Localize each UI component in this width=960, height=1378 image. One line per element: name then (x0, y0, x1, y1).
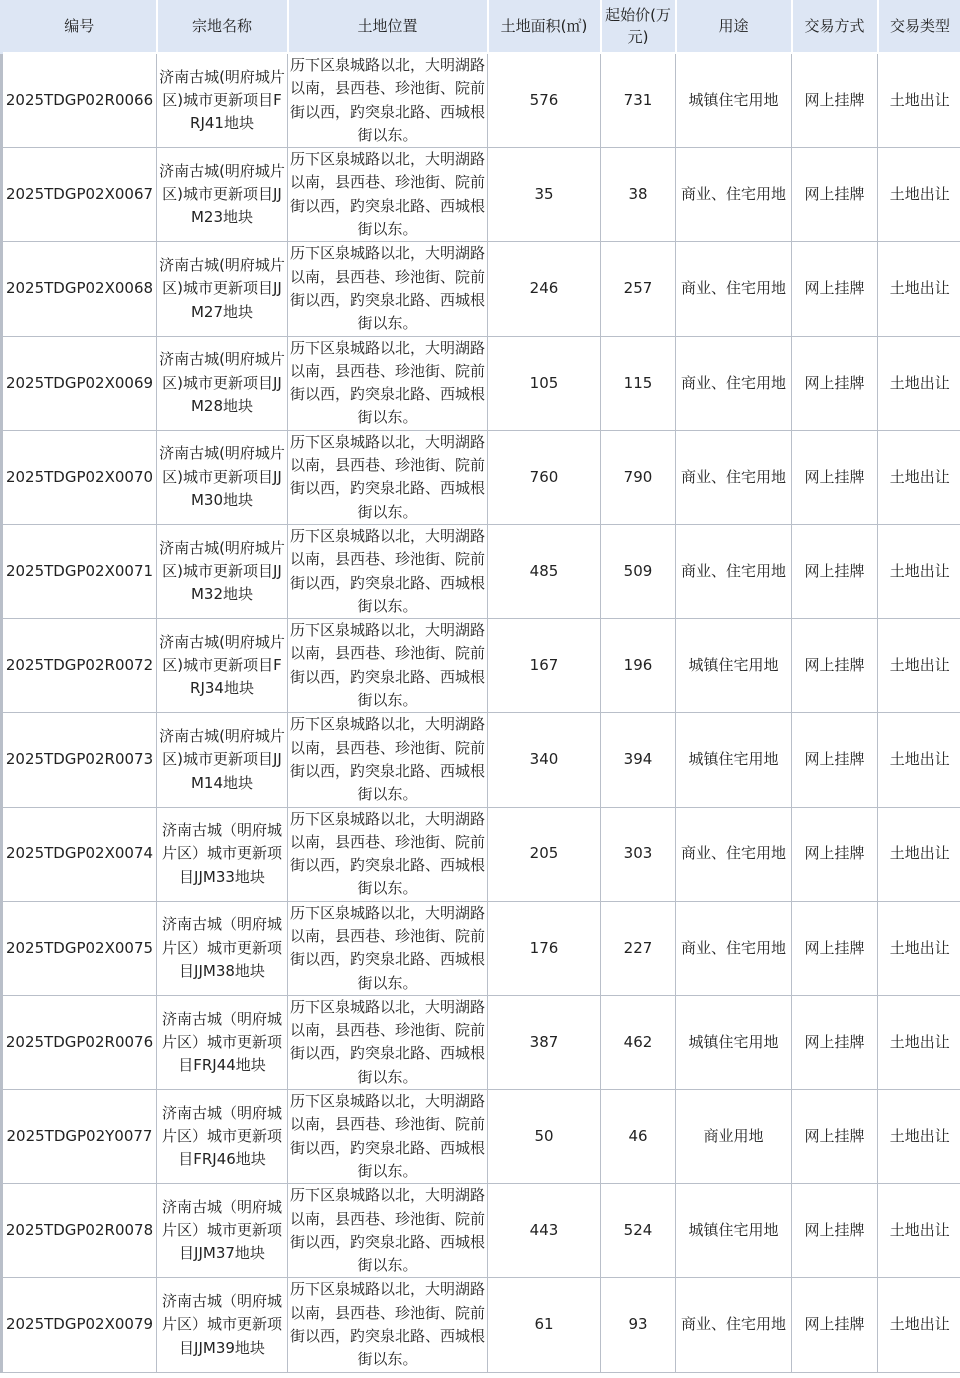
cell-use: 商业用地 (676, 1090, 792, 1184)
cell-area: 760 (488, 430, 601, 524)
cell-id: 2025TDGP02R0072 (2, 619, 157, 713)
table-row (2, 53, 960, 148)
header-location: 土地位置 (288, 0, 488, 53)
cell-trade-type: 土地出让 (878, 53, 960, 148)
header-start-price: 起始价(万元) (601, 0, 676, 53)
cell-trade-type: 土地出让 (878, 713, 960, 807)
cell-parcel-name: 济南古城（明府城片区）城市更新项目JJM37地块 (157, 1184, 288, 1278)
cell-use: 商业、住宅用地 (676, 336, 792, 430)
cell-parcel-name: 济南古城（明府城片区）城市更新项目FRJ46地块 (157, 1090, 288, 1184)
cell-use: 城镇住宅用地 (676, 713, 792, 807)
cell-area: 50 (488, 1090, 601, 1184)
cell-use: 城镇住宅用地 (676, 53, 792, 148)
cell-start-price: 731 (601, 53, 676, 148)
cell-start-price: 115 (601, 336, 676, 430)
cell-trade-type: 土地出让 (878, 524, 960, 618)
table-header (2, 0, 960, 53)
table-row (2, 242, 960, 336)
cell-id: 2025TDGP02X0068 (2, 242, 157, 336)
table-row (2, 430, 960, 524)
header-area: 土地面积(㎡) (488, 0, 601, 53)
table-row (2, 1184, 960, 1278)
cell-id: 2025TDGP02X0067 (2, 148, 157, 242)
cell-parcel-name: 济南古城(明府城片区)城市更新项目JJM27地块 (157, 242, 288, 336)
cell-id: 2025TDGP02X0070 (2, 430, 157, 524)
cell-trade-type: 土地出让 (878, 148, 960, 242)
header-id: 编号 (2, 0, 157, 53)
table-row (2, 995, 960, 1089)
cell-trade-method: 网上挂牌 (792, 807, 878, 901)
cell-id: 2025TDGP02X0069 (2, 336, 157, 430)
cell-start-price: 257 (601, 242, 676, 336)
cell-area: 443 (488, 1184, 601, 1278)
cell-trade-method: 网上挂牌 (792, 242, 878, 336)
cell-start-price: 462 (601, 995, 676, 1089)
cell-trade-type: 土地出让 (878, 807, 960, 901)
cell-use: 商业、住宅用地 (676, 148, 792, 242)
cell-trade-type: 土地出让 (878, 1278, 960, 1372)
cell-use: 城镇住宅用地 (676, 619, 792, 713)
cell-id: 2025TDGP02X0074 (2, 807, 157, 901)
cell-location: 历下区泉城路以北，大明湖路以南，县西巷、珍池街、院前街以西，趵突泉北路、西城根街以东。 (288, 242, 488, 336)
table-row (2, 1090, 960, 1184)
cell-area: 387 (488, 995, 601, 1089)
table-row (2, 524, 960, 618)
cell-start-price: 509 (601, 524, 676, 618)
cell-trade-type: 土地出让 (878, 995, 960, 1089)
table-row (2, 901, 960, 995)
cell-id: 2025TDGP02Y0077 (2, 1090, 157, 1184)
cell-area: 176 (488, 901, 601, 995)
cell-trade-type: 土地出让 (878, 1184, 960, 1278)
cell-start-price: 303 (601, 807, 676, 901)
cell-area: 61 (488, 1278, 601, 1372)
cell-parcel-name: 济南古城(明府城片区)城市更新项目FRJ34地块 (157, 619, 288, 713)
table-row (2, 1278, 960, 1372)
cell-parcel-name: 济南古城(明府城片区)城市更新项目JJM32地块 (157, 524, 288, 618)
cell-trade-type: 土地出让 (878, 619, 960, 713)
table-row (2, 807, 960, 901)
cell-location: 历下区泉城路以北，大明湖路以南，县西巷、珍池街、院前街以西，趵突泉北路、西城根街以东。 (288, 713, 488, 807)
cell-id: 2025TDGP02R0078 (2, 1184, 157, 1278)
cell-trade-method: 网上挂牌 (792, 1184, 878, 1278)
cell-location: 历下区泉城路以北，大明湖路以南，县西巷、珍池街、院前街以西，趵突泉北路、西城根街以东。 (288, 901, 488, 995)
cell-location: 历下区泉城路以北，大明湖路以南，县西巷、珍池街、院前街以西，趵突泉北路、西城根街以东。 (288, 336, 488, 430)
cell-use: 商业、住宅用地 (676, 430, 792, 524)
header-row (2, 0, 960, 53)
cell-start-price: 93 (601, 1278, 676, 1372)
cell-start-price: 227 (601, 901, 676, 995)
cell-trade-method: 网上挂牌 (792, 995, 878, 1089)
cell-area: 35 (488, 148, 601, 242)
cell-trade-method: 网上挂牌 (792, 713, 878, 807)
table-row (2, 619, 960, 713)
cell-parcel-name: 济南古城(明府城片区)城市更新项目JJM14地块 (157, 713, 288, 807)
cell-trade-type: 土地出让 (878, 242, 960, 336)
cell-trade-method: 网上挂牌 (792, 1278, 878, 1372)
table-row (2, 148, 960, 242)
cell-id: 2025TDGP02X0079 (2, 1278, 157, 1372)
cell-trade-method: 网上挂牌 (792, 430, 878, 524)
cell-parcel-name: 济南古城(明府城片区)城市更新项目JJM30地块 (157, 430, 288, 524)
cell-trade-method: 网上挂牌 (792, 619, 878, 713)
cell-use: 城镇住宅用地 (676, 1184, 792, 1278)
cell-start-price: 38 (601, 148, 676, 242)
cell-location: 历下区泉城路以北，大明湖路以南，县西巷、珍池街、院前街以西，趵突泉北路、西城根街以东。 (288, 995, 488, 1089)
cell-start-price: 46 (601, 1090, 676, 1184)
cell-id: 2025TDGP02R0066 (2, 53, 157, 148)
cell-use: 商业、住宅用地 (676, 524, 792, 618)
cell-area: 246 (488, 242, 601, 336)
cell-trade-method: 网上挂牌 (792, 524, 878, 618)
cell-id: 2025TDGP02R0076 (2, 995, 157, 1089)
cell-area: 105 (488, 336, 601, 430)
header-parcel-name: 宗地名称 (157, 0, 288, 53)
cell-location: 历下区泉城路以北，大明湖路以南，县西巷、珍池街、院前街以西，趵突泉北路、西城根街以东。 (288, 1278, 488, 1372)
cell-use: 城镇住宅用地 (676, 995, 792, 1089)
cell-location: 历下区泉城路以北，大明湖路以南，县西巷、珍池街、院前街以西，趵突泉北路、西城根街以东。 (288, 619, 488, 713)
cell-trade-method: 网上挂牌 (792, 336, 878, 430)
cell-parcel-name: 济南古城(明府城片区)城市更新项目JJM28地块 (157, 336, 288, 430)
cell-parcel-name: 济南古城（明府城片区）城市更新项目JJM33地块 (157, 807, 288, 901)
cell-trade-type: 土地出让 (878, 336, 960, 430)
cell-parcel-name: 济南古城(明府城片区)城市更新项目FRJ41地块 (157, 53, 288, 148)
cell-location: 历下区泉城路以北，大明湖路以南，县西巷、珍池街、院前街以西，趵突泉北路、西城根街以东。 (288, 807, 488, 901)
cell-trade-method: 网上挂牌 (792, 901, 878, 995)
cell-location: 历下区泉城路以北，大明湖路以南，县西巷、珍池街、院前街以西，趵突泉北路、西城根街以东。 (288, 148, 488, 242)
cell-area: 205 (488, 807, 601, 901)
cell-id: 2025TDGP02X0075 (2, 901, 157, 995)
table-row (2, 713, 960, 807)
cell-trade-method: 网上挂牌 (792, 53, 878, 148)
cell-start-price: 524 (601, 1184, 676, 1278)
cell-trade-type: 土地出让 (878, 1090, 960, 1184)
cell-parcel-name: 济南古城（明府城片区）城市更新项目FRJ44地块 (157, 995, 288, 1089)
cell-trade-type: 土地出让 (878, 901, 960, 995)
cell-trade-type: 土地出让 (878, 430, 960, 524)
cell-parcel-name: 济南古城（明府城片区）城市更新项目JJM38地块 (157, 901, 288, 995)
cell-location: 历下区泉城路以北，大明湖路以南，县西巷、珍池街、院前街以西，趵突泉北路、西城根街以东。 (288, 430, 488, 524)
header-use: 用途 (676, 0, 792, 53)
cell-trade-method: 网上挂牌 (792, 1090, 878, 1184)
cell-start-price: 790 (601, 430, 676, 524)
cell-parcel-name: 济南古城（明府城片区）城市更新项目JJM39地块 (157, 1278, 288, 1372)
cell-use: 商业、住宅用地 (676, 901, 792, 995)
cell-area: 167 (488, 619, 601, 713)
cell-use: 商业、住宅用地 (676, 242, 792, 336)
cell-use: 商业、住宅用地 (676, 807, 792, 901)
cell-location: 历下区泉城路以北，大明湖路以南，县西巷、珍池街、院前街以西，趵突泉北路、西城根街以东。 (288, 1090, 488, 1184)
cell-location: 历下区泉城路以北，大明湖路以南，县西巷、珍池街、院前街以西，趵突泉北路、西城根街以东。 (288, 524, 488, 618)
cell-id: 2025TDGP02X0071 (2, 524, 157, 618)
table-body (2, 53, 960, 1372)
cell-start-price: 196 (601, 619, 676, 713)
table-row (2, 336, 960, 430)
cell-location: 历下区泉城路以北，大明湖路以南，县西巷、珍池街、院前街以西，趵突泉北路、西城根街以东。 (288, 1184, 488, 1278)
cell-area: 576 (488, 53, 601, 148)
cell-start-price: 394 (601, 713, 676, 807)
header-trade-type: 交易类型 (878, 0, 960, 53)
cell-trade-method: 网上挂牌 (792, 148, 878, 242)
cell-parcel-name: 济南古城(明府城片区)城市更新项目JJM23地块 (157, 148, 288, 242)
cell-area: 485 (488, 524, 601, 618)
header-trade-method: 交易方式 (792, 0, 878, 53)
cell-location: 历下区泉城路以北，大明湖路以南，县西巷、珍池街、院前街以西，趵突泉北路、西城根街以东。 (288, 53, 488, 148)
cell-use: 商业、住宅用地 (676, 1278, 792, 1372)
cell-id: 2025TDGP02R0073 (2, 713, 157, 807)
cell-area: 340 (488, 713, 601, 807)
